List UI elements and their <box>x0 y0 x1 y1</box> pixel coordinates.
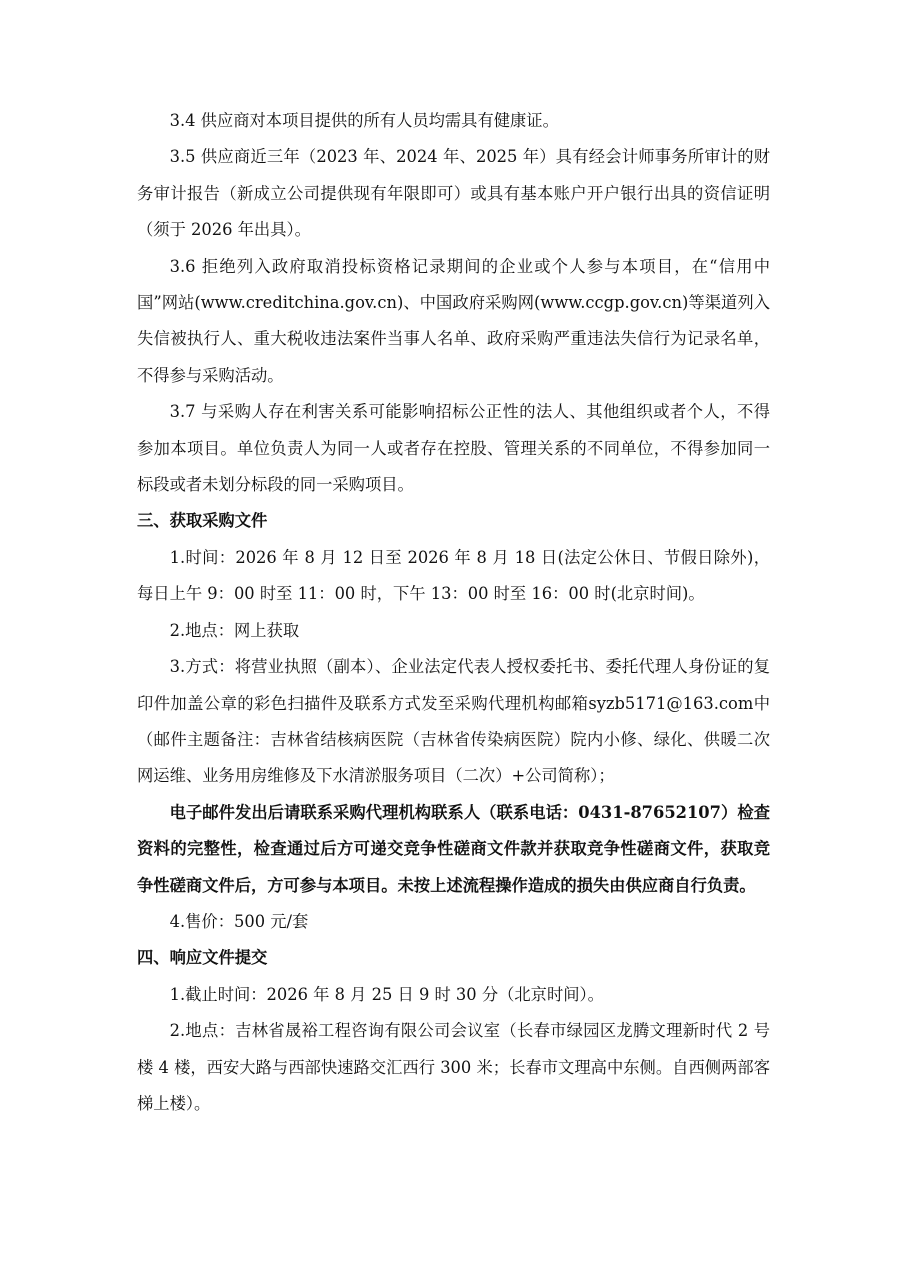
section-3-item-2: 2.地点：网上获取 <box>169 620 300 640</box>
paragraph-3-7: 3.7 与采购人存在利害关系可能影响招标公正性的法人、其他组织或者个人，不得参加本项目。单位负责人为同一人或者存在控股、管理关系的不同单位，不得参加同一标段或者未划分标段的同一采购项目。 <box>137 402 770 495</box>
paragraph-3-4: 3.4 供应商对本项目提供的所有人员均需具有健康证。 <box>169 111 559 130</box>
email-address: syzb5171@163.com <box>588 693 754 713</box>
section-3-heading: 三、获取采购文件 <box>137 511 268 531</box>
item-3-suffix: 中（邮件主题备注：吉林省结核病医院（吉林省传染病医院）院内小修、绿化、供暖二次网运维、业务用房维修及下水清淤服务项目（二次）+公司简称）； <box>137 693 770 786</box>
paragraph-3-6: 3.6 拒绝列入政府取消投标资格记录期间的企业或个人参与本项目，在“信用中国”网站(www.creditchina.gov.cn)、中国政府采购网(www.ccgp.gov.cn)等渠道列入失信被执行人、重大税收违法案件当事人名单、政府采购严重违法失信行为记录名单，不得参与采购活动。 <box>137 256 770 385</box>
section-3-item-3 <box>137 649 770 795</box>
section-4-item-2: 2.地点：吉林省晟裕工程咨询有限公司会议室（长春市绿园区龙腾文理新时代 2 号楼 4 楼，西安大路与西部快速路交汇西行 300 米；长春市文理高中东侧。自西侧两部客梯上楼）。 <box>137 1021 770 1113</box>
section-4-item-1: 1.截止时间：2026 年 8 月 25 日 9 时 30 分（北京时间）。 <box>169 984 604 1004</box>
section-3-item-1: 1.时间：2026 年 8 月 12 日至 2026 年 8 月 18 日(法定公休日、节假日除外)，每日上午 9：00 时至 11：00 时，下午 13：00 时至 16：00 时(北京时间)。 <box>137 547 770 604</box>
section-3-bold-note: 电子邮件发出后请联系采购代理机构联系人（联系电话：0431-87652107）检查资料的完整性，检查通过后方可递交竞争性磋商文件款并获取竞争性磋商文件，获取竞争性磋商文件后，方可参与本项目。未按上述流程操作造成的损失由供应商自行负责。 <box>137 802 770 895</box>
paragraph-3-5: 3.5 供应商近三年（2023 年、2024 年、2025 年）具有经会计师事务所审计的财务审计报告（新成立公司提供现有年限即可）或具有基本账户开户银行出具的资信证明（须于 2026 年出具）。 <box>137 147 770 240</box>
item-3-prefix: 3.方式：将营业执照（副本）、企业法定代表人授权委托书、委托代理人身份证的复印件加盖公章的彩色扫描件及联系方式发至采购代理机构邮箱 <box>137 657 770 713</box>
section-4-heading: 四、响应文件提交 <box>137 948 268 968</box>
document-body <box>137 103 770 1122</box>
section-3-item-4: 4.售价：500 元/套 <box>169 911 309 931</box>
